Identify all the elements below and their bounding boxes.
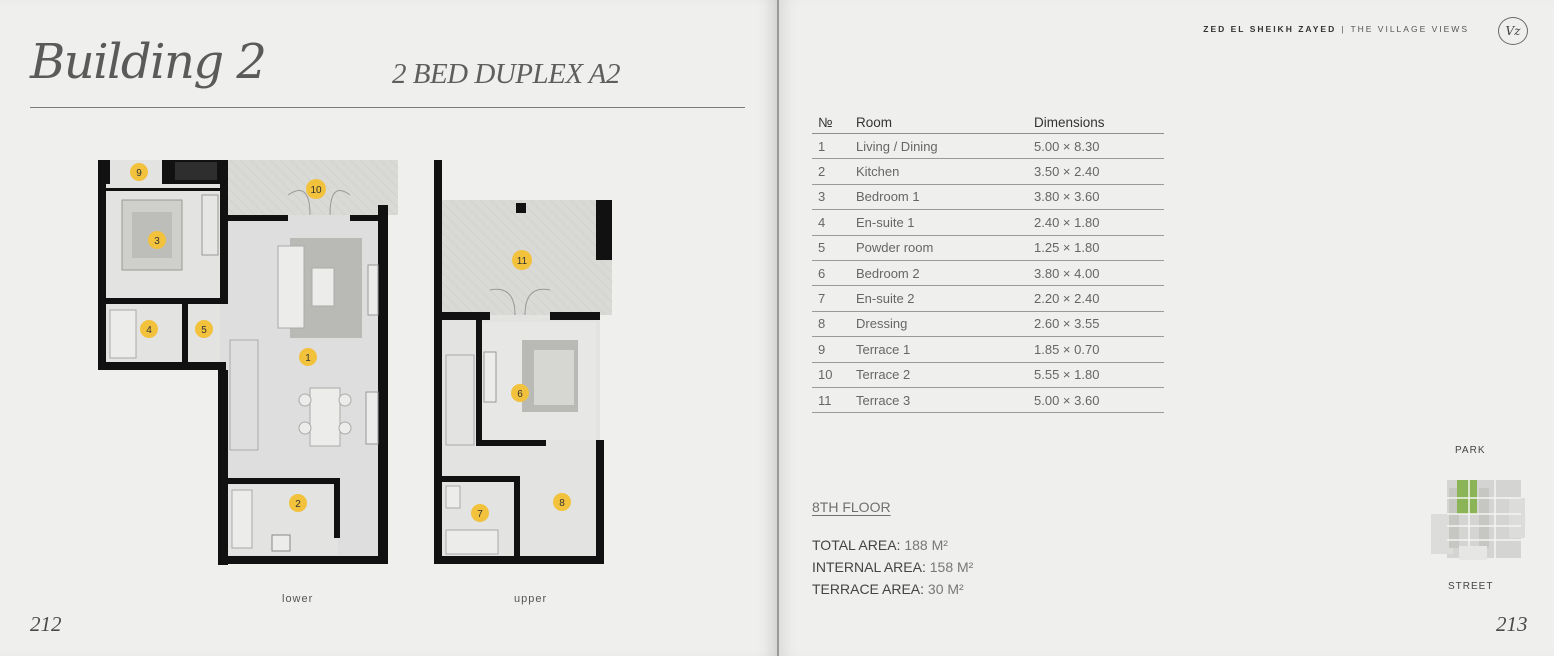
- room-dimensions-cell: 3.50 × 2.40: [1028, 159, 1164, 184]
- table-row: [812, 337, 1164, 362]
- room-number-6: 6: [517, 389, 523, 400]
- table-row: [812, 362, 1164, 387]
- floor-label: 8TH FLOOR: [812, 499, 891, 515]
- brand-separator: |: [1341, 24, 1346, 34]
- unit-highlight: [1457, 480, 1477, 514]
- room-number-cell: 10: [812, 362, 850, 387]
- brand-name: ZED EL SHEIKH ZAYED: [1203, 24, 1337, 34]
- table-row: [812, 286, 1164, 311]
- room-number-cell: 7: [812, 286, 850, 311]
- upper-floor-plan: [434, 160, 612, 564]
- room-number-2: 2: [295, 499, 301, 510]
- room-number-cell: 11: [812, 387, 850, 412]
- room-number-cell: 2: [812, 159, 850, 184]
- room-dimensions-cell: 3.80 × 4.00: [1028, 260, 1164, 285]
- page-number-left: 212: [30, 612, 62, 636]
- room-dimensions-cell: 2.20 × 2.40: [1028, 286, 1164, 311]
- room-name-cell: Living / Dining: [850, 134, 1028, 159]
- table-row: [812, 184, 1164, 209]
- room-name-cell: Dressing: [850, 311, 1028, 336]
- room-number-9: 9: [136, 168, 142, 179]
- table-row: [812, 235, 1164, 260]
- room-number-cell: 4: [812, 210, 850, 235]
- room-name-cell: En-suite 2: [850, 286, 1028, 311]
- unit-title: 2 BED DUPLEX A2: [392, 58, 620, 90]
- header-dimensions: Dimensions: [1028, 111, 1164, 134]
- room-dimensions-cell: 1.25 × 1.80: [1028, 235, 1164, 260]
- header-room: Room: [850, 111, 1028, 134]
- area-line-total: TOTAL AREA: 188 M²: [812, 537, 948, 553]
- room-name-cell: En-suite 1: [850, 210, 1028, 235]
- room-name-cell: Kitchen: [850, 159, 1028, 184]
- monogram-logo: Vz: [1498, 17, 1528, 45]
- room-number-cell: 6: [812, 260, 850, 285]
- room-number-11: 11: [516, 256, 528, 267]
- room-name-cell: Powder room: [850, 235, 1028, 260]
- header-number: №: [812, 111, 850, 134]
- room-number-10: 10: [310, 185, 322, 196]
- room-number-cell: 9: [812, 337, 850, 362]
- room-dimensions-cell: 3.80 × 3.60: [1028, 184, 1164, 209]
- key-plan: [1429, 478, 1527, 576]
- right-page: [779, 0, 1554, 656]
- table-row: [812, 311, 1164, 336]
- room-number-7: 7: [477, 509, 483, 520]
- area-line-internal: INTERNAL AREA: 158 M²: [812, 559, 974, 575]
- room-number-3: 3: [154, 236, 160, 247]
- room-dimensions-cell: 5.00 × 3.60: [1028, 387, 1164, 412]
- table-row: [812, 260, 1164, 285]
- rooms-table: [812, 111, 1164, 413]
- lower-label: lower: [282, 593, 314, 605]
- room-number-1: 1: [305, 353, 311, 364]
- room-dimensions-cell: 1.85 × 0.70: [1028, 337, 1164, 362]
- table-row: [812, 159, 1164, 184]
- table-header-row: [812, 111, 1164, 134]
- page-number-right: 213: [1496, 612, 1528, 636]
- room-name-cell: Bedroom 1: [850, 184, 1028, 209]
- room-name-cell: Bedroom 2: [850, 260, 1028, 285]
- room-name-cell: Terrace 3: [850, 387, 1028, 412]
- area-line-terrace: TERRACE AREA: 30 M²: [812, 581, 964, 597]
- room-dimensions-cell: 5.55 × 1.80: [1028, 362, 1164, 387]
- table-row: [812, 210, 1164, 235]
- room-number-cell: 5: [812, 235, 850, 260]
- table-row: [812, 134, 1164, 159]
- lower-floor-plan: [98, 160, 398, 565]
- room-dimensions-cell: 2.40 × 1.80: [1028, 210, 1164, 235]
- area-summary: [812, 534, 973, 600]
- room-number-cell: 1: [812, 134, 850, 159]
- keyplan-street-label: STREET: [1448, 581, 1494, 592]
- room-number-cell: 8: [812, 311, 850, 336]
- room-number-cell: 3: [812, 184, 850, 209]
- room-number-4: 4: [146, 325, 152, 336]
- room-dimensions-cell: 2.60 × 3.55: [1028, 311, 1164, 336]
- room-dimensions-cell: 5.00 × 8.30: [1028, 134, 1164, 159]
- building-title: Building 2: [30, 34, 266, 90]
- keyplan-park-label: PARK: [1455, 445, 1486, 456]
- room-name-cell: Terrace 2: [850, 362, 1028, 387]
- floor-plan: [0, 0, 777, 600]
- table-row: [812, 387, 1164, 412]
- room-number-8: 8: [559, 498, 565, 509]
- room-number-5: 5: [201, 325, 207, 336]
- brand-project: THE VILLAGE VIEWS: [1350, 24, 1469, 34]
- room-name-cell: Terrace 1: [850, 337, 1028, 362]
- brand-header: [1203, 24, 1469, 34]
- upper-label: upper: [514, 593, 548, 605]
